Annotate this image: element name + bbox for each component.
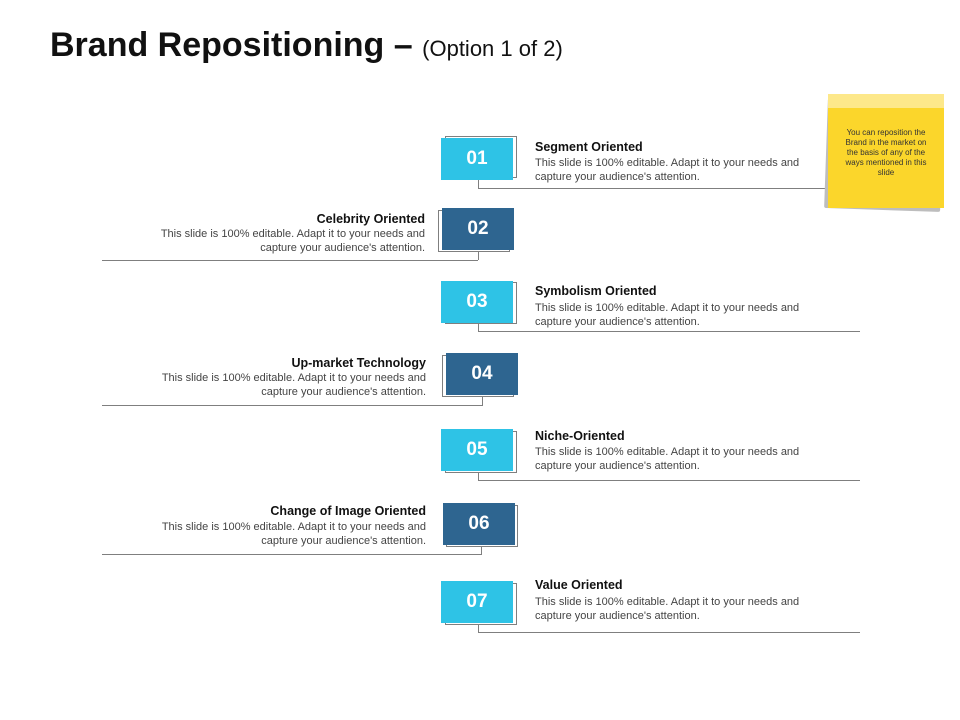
item-06-underline: [102, 554, 482, 555]
item-03-underline: [478, 331, 860, 332]
item-02-number-box: 02: [442, 208, 514, 250]
item-07-number-box: 07: [441, 581, 513, 623]
item-04-desc: This slide is 100% editable. Adapt it to your needs and capture your audience's attention.: [161, 372, 426, 398]
item-01-number-box: 01: [441, 138, 513, 180]
item-02-underline: [102, 260, 478, 261]
slide-title-sub: (Option 1 of 2): [422, 36, 563, 61]
item-06-number-box: 06: [443, 503, 515, 545]
item-04-title: Up-market Technology: [291, 356, 426, 370]
item-02-title: Celebrity Oriented: [316, 212, 425, 226]
item-05-desc: This slide is 100% editable. Adapt it to your needs and capture your audience's attention.: [535, 446, 800, 472]
item-07-underline: [478, 632, 860, 633]
sticky-note: [828, 94, 944, 208]
item-01-underline: [478, 188, 830, 189]
slide-title: [50, 26, 563, 65]
item-05-underline: [478, 480, 860, 481]
item-01-desc: This slide is 100% editable. Adapt it to your needs and capture your audience's attention.: [535, 157, 800, 183]
item-02-desc: This slide is 100% editable. Adapt it to your needs and capture your audience's attention.: [160, 228, 425, 254]
item-07-title: Value Oriented: [535, 578, 623, 592]
item-03-number-box: 03: [441, 281, 513, 323]
item-01-title: Segment Oriented: [535, 140, 643, 154]
slide-title-main: Brand Repositioning –: [50, 26, 413, 64]
sticky-note-text: You can reposition the Brand in the market on the basis of any of the ways mentioned in this slide: [845, 128, 927, 177]
item-03-desc: This slide is 100% editable. Adapt it to your needs and capture your audience's attention.: [535, 302, 800, 328]
item-05-number-box: 05: [441, 429, 513, 471]
item-07-desc: This slide is 100% editable. Adapt it to your needs and capture your audience's attention.: [535, 596, 800, 622]
item-06-desc: This slide is 100% editable. Adapt it to your needs and capture your audience's attention.: [161, 521, 426, 547]
item-05-title: Niche-Oriented: [535, 429, 625, 443]
item-04-underline: [102, 405, 483, 406]
item-03-title: Symbolism Oriented: [535, 284, 657, 298]
item-04-number-box: 04: [446, 353, 518, 395]
item-06-title: Change of Image Oriented: [270, 504, 426, 518]
sticky-note-band: [828, 94, 944, 108]
